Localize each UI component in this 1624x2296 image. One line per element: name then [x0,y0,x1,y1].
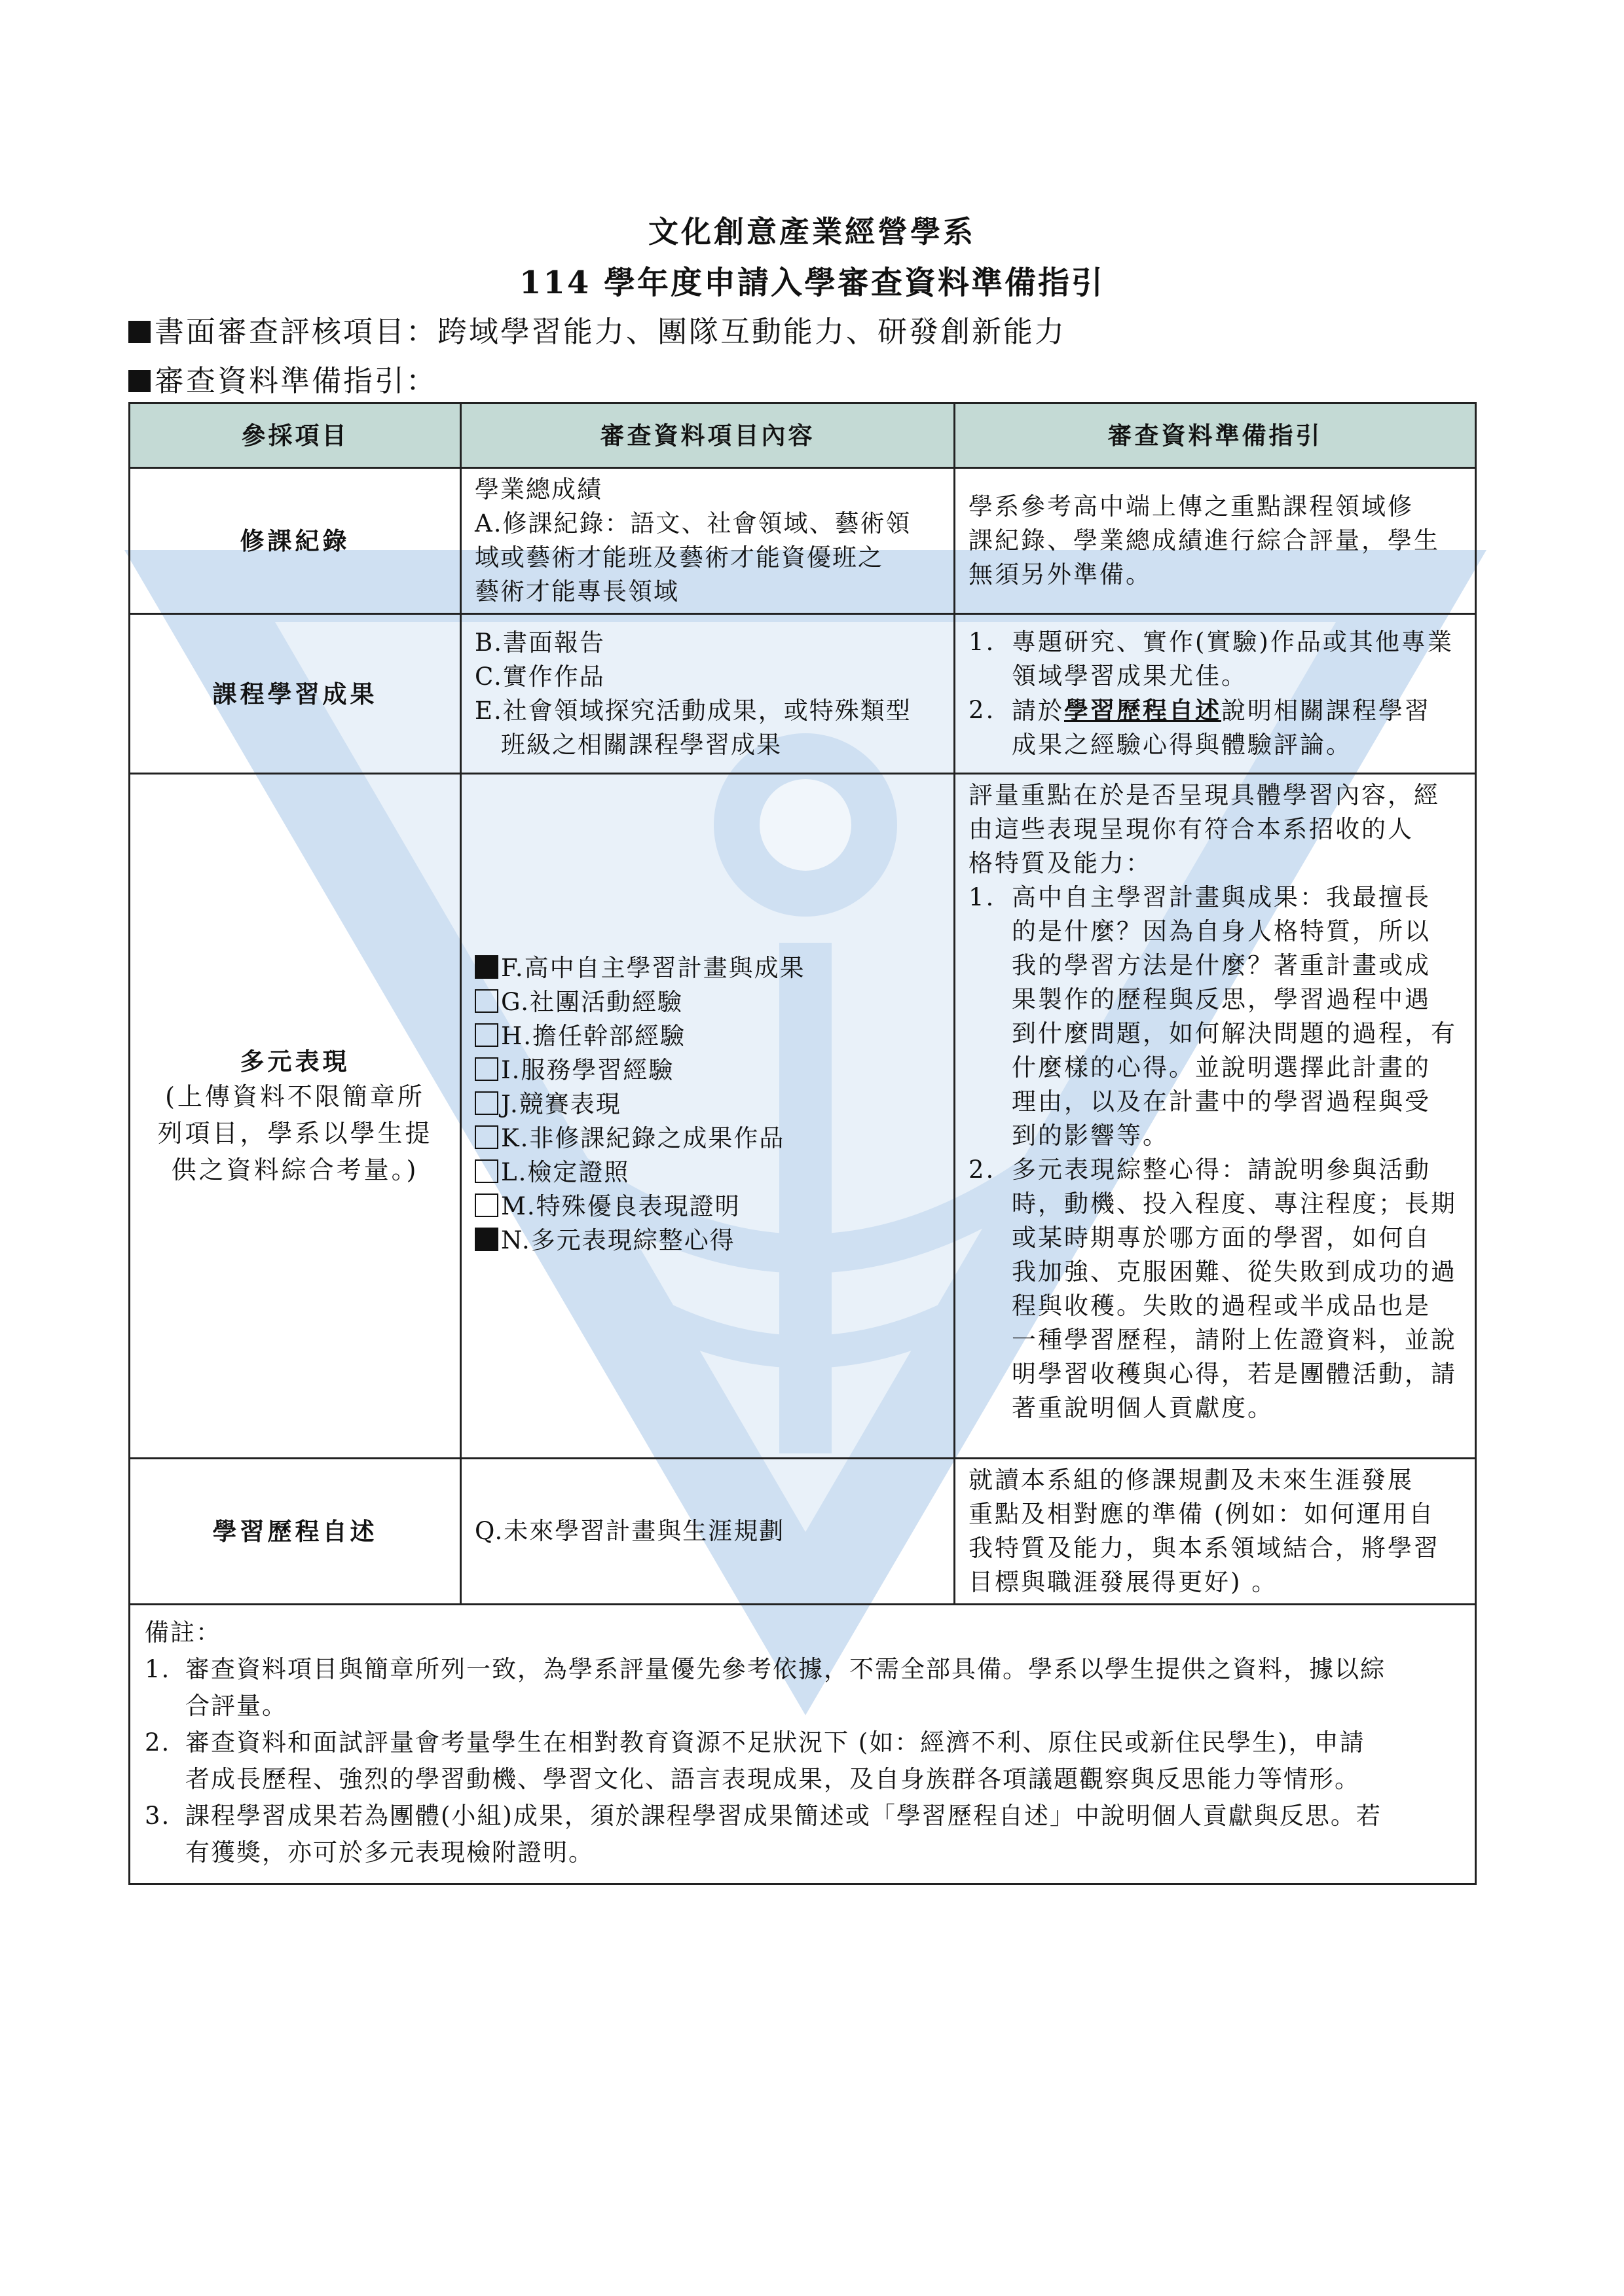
guide-line: 我的學習方法是什麼？著重計畫或成 [1012,951,1431,979]
guide-line: 成果之經驗心得與體驗評論。 [1012,731,1352,759]
checklist-item [475,985,943,1019]
note-number: 1. [145,1655,171,1683]
content-cell [461,1459,955,1605]
list-number: 1. [969,883,996,911]
table-row-learning-autobiography [130,1459,1476,1605]
checklist-item [475,1087,943,1121]
review-guide-table [128,402,1477,1885]
square-bullet-icon [128,370,151,392]
checklist-item [475,1156,943,1190]
notes-cell [130,1605,1476,1884]
note-item [145,1651,1463,1724]
item-label: 多元表現 [240,1046,350,1076]
checklist-label: N.多元表現綜整心得 [501,1226,735,1254]
checklist-item [475,1053,943,1087]
column-header-item: 參採項目 [130,403,461,468]
note-line: 有獲獎，亦可於多元表現檢附證明。 [185,1838,594,1867]
table-row-diverse-performance [130,774,1476,1459]
content-line: A.修課紀錄：語文、社會領域、藝術領 [475,509,912,538]
guide-line: 評量重點在於是否呈現具體學習內容，經 [969,781,1440,809]
content-cell [461,468,955,614]
guide-line: 就讀本系組的修課規劃及未來生涯發展 [969,1466,1414,1494]
note-line: 審查資料和面試評量會考量學生在相對教育資源不足狀況下 (如：經濟不利、原住民或新住民學生)，申請 [185,1728,1365,1757]
content-line: C.實作作品 [475,662,605,691]
guide-line: 我加強、克服困難、從失敗到成功的過 [1012,1258,1457,1286]
guide-list-item [969,1153,1463,1425]
guide-line: 格特質及能力： [969,849,1152,877]
guide-line: 的是什麼？因為自身人格特質，所以 [1012,917,1431,945]
checklist-label: G.社團活動經驗 [501,988,683,1016]
note-item [145,1798,1463,1871]
notes-list [145,1651,1463,1871]
checklist-label: M.特殊優良表現證明 [501,1192,741,1220]
guide-line: 程與收穫。失敗的過程或半成品也是 [1012,1292,1431,1320]
content-line: 域或藝術才能班及藝術才能資優班之 [475,543,883,572]
guide-line: 果製作的歷程與反思，學習過程中遇 [1012,985,1431,1013]
table-row-notes [130,1605,1476,1884]
guide-line: 無須另外準備。 [969,560,1152,589]
guide-line: 重點及相對應的準備 (例如：如何運用自 [969,1500,1435,1528]
guide-line: 高中自主學習計畫與成果：我最擅長 [1012,883,1431,911]
emphasis-text: 學習歷程自述 [1064,696,1221,725]
note-line: 審查資料項目與簡章所列一致，為學系評量優先參考依據，不需全部具備。學系以學生提供之資料，據以綜 [185,1655,1386,1683]
note-line: 課程學習成果若為團體(小組)成果，須於課程學習成果簡述或「學習歷程自述」中說明個人貢獻與反思。若 [185,1802,1382,1830]
unchecked-box-icon [475,1159,498,1183]
checked-box-icon [475,955,498,979]
unchecked-box-icon [475,1125,498,1149]
guide-text: 請於 [1012,697,1064,725]
guide-line: 由這些表現呈現你有符合本系招收的人 [969,815,1414,843]
guide-line: 理由，以及在計畫中的學習過程與受 [1012,1087,1431,1116]
checklist-label: J.競賽表現 [501,1090,621,1118]
department-title: 文化創意產業經營學系 [648,214,976,249]
guide-line [1012,693,1463,728]
item-label: 修課紀錄 [130,468,461,614]
note-item [145,1724,1463,1798]
unchecked-box-icon [475,1091,498,1115]
note-number: 2. [145,1728,171,1757]
guide-list-item [969,693,1463,762]
document-title: 114 學年度申請入學審查資料準備指引 [519,264,1105,301]
guide-heading [128,357,437,399]
content-cell [461,614,955,774]
guide-line: 領域學習成果尤佳。 [1012,662,1247,690]
guide-list [969,625,1463,762]
guide-line: 到什麼問題，如何解決問題的過程，有 [1012,1019,1457,1048]
content-line: 學業總成績 [475,475,602,503]
note-number: 3. [145,1802,171,1830]
table-row-course-record [130,468,1476,614]
guide-list-item [969,881,1463,1153]
item-note-line: 供之資料綜合考量。) [171,1155,419,1184]
guide-text: 說明相關課程學習 [1221,697,1431,725]
guide-cell [955,774,1476,1459]
unchecked-box-icon [475,1023,498,1047]
table-row-learning-outcome [130,614,1476,774]
guide-heading-text: 審查資料準備指引： [155,363,438,398]
notes-label: 備註： [145,1618,221,1647]
evaluation-heading [128,308,1066,350]
guide-list-item [969,625,1463,693]
note-line: 者成長歷程、強烈的學習動機、學習文化、語言表現成果，及自身族群各項議題觀察與反思能力等情形。 [185,1765,1360,1793]
content-line: B.書面報告 [475,628,605,657]
guide-list [969,881,1463,1425]
guide-line: 時，動機、投入程度、專注程度；長期 [1012,1190,1457,1218]
evaluation-heading-text: 書面審查評核項目：跨域學習能力、團隊互動能力、研發創新能力 [155,314,1067,349]
list-number: 2. [969,696,996,724]
guide-line: 或某時期專於哪方面的學習，如何自 [1012,1224,1431,1252]
item-note-line: 列項目，學系以學生提 [157,1118,433,1148]
guide-cell [955,614,1476,774]
unchecked-box-icon [475,1194,498,1217]
guide-line: 多元表現綜整心得：請說明參與活動 [1012,1156,1431,1184]
column-header-guide: 審查資料準備指引 [955,403,1476,468]
guide-cell [955,1459,1476,1605]
guide-line: 學系參考高中端上傳之重點課程領域修 [969,492,1414,520]
guide-line: 一種學習歷程，請附上佐證資料，並說 [1012,1326,1457,1354]
guide-line: 課紀錄、學業總成績進行綜合評量，學生 [969,526,1440,555]
note-line: 合評量。 [185,1692,287,1720]
item-note-line: (上傳資料不限簡章所 [165,1082,425,1111]
list-number: 2. [969,1156,996,1184]
checked-box-icon [475,1228,498,1251]
guide-line: 什麼樣的心得。並說明選擇此計畫的 [1012,1053,1431,1082]
content-line: 藝術才能專長領域 [475,577,679,606]
checklist-item [475,1019,943,1053]
guide-line: 明學習收穫與心得，若是團體活動，請 [1012,1360,1457,1388]
checklist-label: I.服務學習經驗 [501,1056,674,1084]
content-line: Q.未來學習計畫與生涯規劃 [475,1517,785,1545]
checklist [475,951,943,1258]
item-cell [130,774,461,1459]
checklist-item [475,1190,943,1224]
square-bullet-icon [128,321,151,343]
checklist-label: K.非修課紀錄之成果作品 [501,1124,785,1152]
item-label: 課程學習成果 [130,614,461,774]
content-line: E.社會領域探究活動成果，或特殊類型 [475,696,912,725]
checklist-item [475,1224,943,1258]
checklist-item [475,1121,943,1156]
checklist-label: F.高中自主學習計畫與成果 [501,954,805,982]
unchecked-box-icon [475,1057,498,1081]
checklist-label: L.檢定證照 [501,1158,630,1186]
guide-line: 專題研究、實作(實驗)作品或其他專業 [1012,628,1454,656]
content-line: 班級之相關課程學習成果 [501,730,782,759]
unchecked-box-icon [475,989,498,1013]
guide-cell [955,468,1476,614]
checklist-item [475,951,943,985]
guide-line: 著重說明個人貢獻度。 [1012,1394,1274,1422]
guide-line: 目標與職涯發展得更好) 。 [969,1568,1278,1596]
item-label: 學習歷程自述 [130,1459,461,1605]
checklist-label: H.擔任幹部經驗 [501,1022,686,1050]
checklist-cell [461,774,955,1459]
list-number: 1. [969,628,996,656]
table-header-row [130,403,1476,468]
guide-line: 我特質及能力，與本系領域結合，將學習 [969,1534,1440,1562]
column-header-content: 審查資料項目內容 [461,403,955,468]
guide-line: 到的影響等。 [1012,1121,1169,1150]
